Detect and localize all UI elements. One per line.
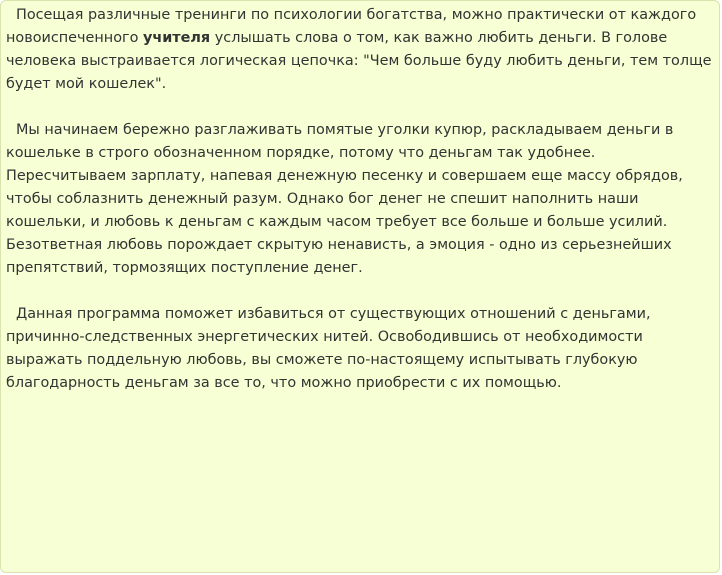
bold-word-teacher: учителя	[142, 30, 211, 46]
paragraph-3: Данная программа поможет избавиться от существующих отношений с деньгами, причинно-следственных энергетических нитей. Освободившись от необходимости выражать поддельную любовь, вы сможете по-настоящему испытывать глубокую благодарность деньгам за все то, что можно приобрести с их помощью.	[6, 306, 651, 391]
paragraph-1-text-end: услышать слова о том, как важно любить деньги. В голове человека выстраивается логическая цепочка: "Чем больше буду любить деньги, тем толще будет мой кошелек".	[6, 30, 712, 92]
paragraph-1-text-start: Посещая различные тренинги по психологии богатства, можно практически от каждого новоиспеченного	[6, 7, 697, 46]
paragraph-2: Мы начинаем бережно разглаживать помятые уголки купюр, раскладываем деньги в кошельке в строго обозначенном порядке, потому что деньгам так удобнее. Пересчитываем зарплату, напевая денежную песенку и совершаем еще массу обрядов, чтобы соблазнить денежный разум. Однако бог денег не спешит наполнить наши кошельки, и любовь к деньгам с каждым часом требует все больше и больше усилий. Безответная любовь порождает скрытую ненависть, а эмоция - одно из серьезнейших препятствий, тормозящих поступление денег.	[6, 122, 683, 276]
paragraph-1	[6, 4, 713, 96]
